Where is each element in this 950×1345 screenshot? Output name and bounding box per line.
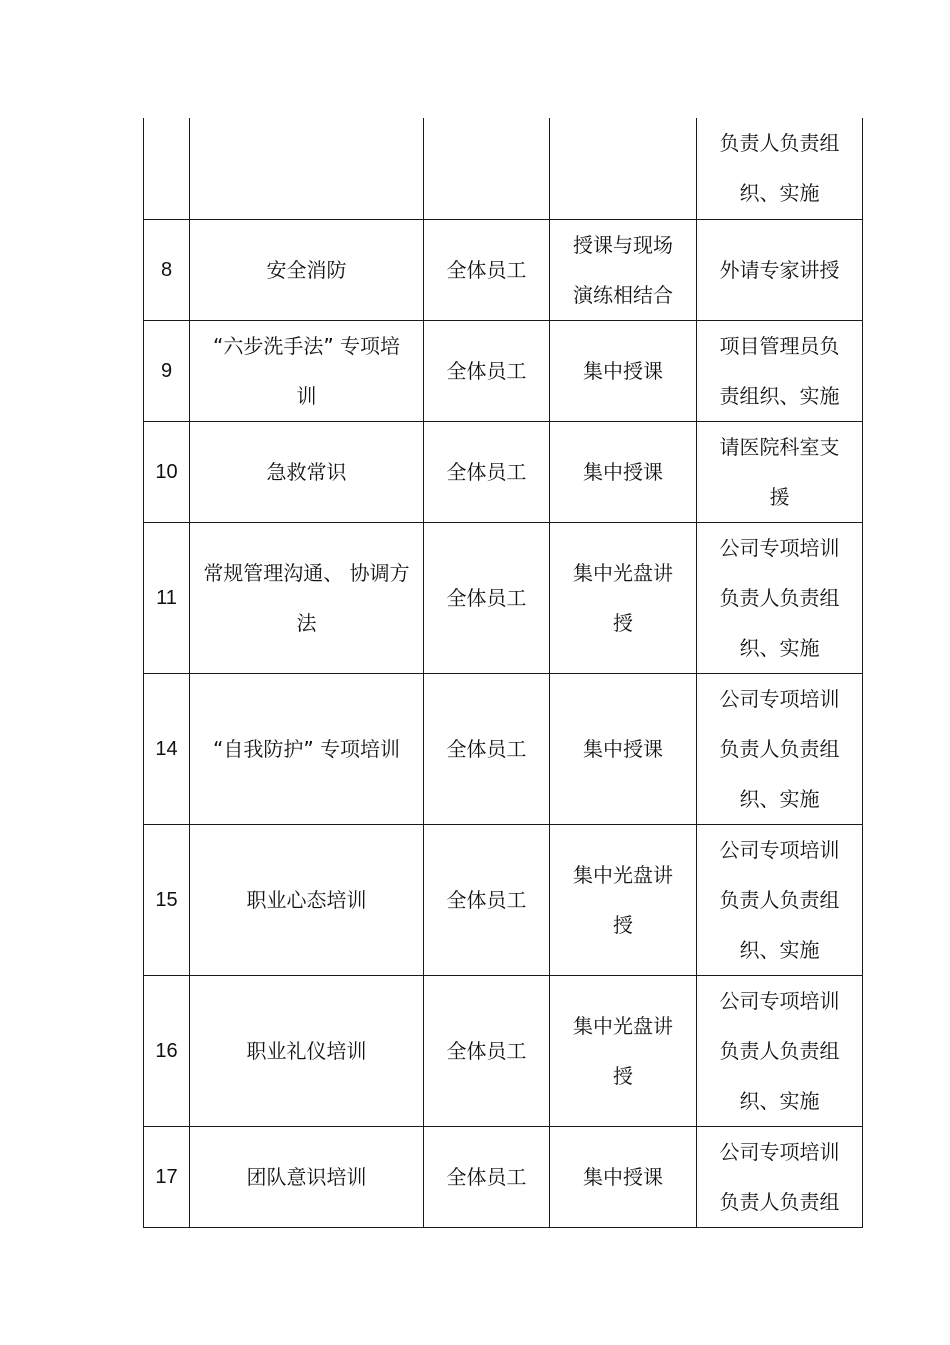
cell-org: 公司专项培训 负责人负责组 织、实施	[697, 522, 863, 673]
table-row	[144, 219, 863, 320]
cell-target: 全体员工	[424, 1126, 550, 1227]
table-row	[144, 824, 863, 975]
cell-target	[424, 118, 550, 219]
cell-no: 9	[144, 320, 190, 421]
cell-method: 集中授课	[550, 673, 697, 824]
table-row	[144, 421, 863, 522]
cell-org: 公司专项培训 负责人负责组 织、实施	[697, 673, 863, 824]
cell-target: 全体员工	[424, 522, 550, 673]
cell-name: 急救常识	[190, 421, 424, 522]
table-row	[144, 673, 863, 824]
cell-no: 10	[144, 421, 190, 522]
cell-target: 全体员工	[424, 673, 550, 824]
cell-name: “自我防护” 专项培训	[190, 673, 424, 824]
cell-no: 17	[144, 1126, 190, 1227]
cell-method: 集中授课	[550, 421, 697, 522]
cell-name: “六步洗手法” 专项培 训	[190, 320, 424, 421]
cell-name: 常规管理沟通、 协调方 法	[190, 522, 424, 673]
cell-no: 14	[144, 673, 190, 824]
cell-no	[144, 118, 190, 219]
cell-no: 11	[144, 522, 190, 673]
cell-org: 公司专项培训 负责人负责组	[697, 1126, 863, 1227]
cell-method: 授课与现场 演练相结合	[550, 219, 697, 320]
cell-org: 请医院科室支 援	[697, 421, 863, 522]
cell-method: 集中光盘讲 授	[550, 522, 697, 673]
cell-name: 团队意识培训	[190, 1126, 424, 1227]
cell-target: 全体员工	[424, 421, 550, 522]
cell-method	[550, 118, 697, 219]
cell-no: 15	[144, 824, 190, 975]
cell-target: 全体员工	[424, 219, 550, 320]
cell-org: 负责人负责组 织、实施	[697, 118, 863, 219]
cell-org: 公司专项培训 负责人负责组 织、实施	[697, 975, 863, 1126]
table-row	[144, 975, 863, 1126]
cell-method: 集中光盘讲 授	[550, 824, 697, 975]
training-plan-table	[143, 118, 863, 1228]
cell-org: 公司专项培训 负责人负责组 织、实施	[697, 824, 863, 975]
cell-method: 集中授课	[550, 1126, 697, 1227]
cell-no: 16	[144, 975, 190, 1126]
cell-method: 集中光盘讲 授	[550, 975, 697, 1126]
cell-org: 项目管理员负 责组织、实施	[697, 320, 863, 421]
cell-target: 全体员工	[424, 320, 550, 421]
table-row	[144, 118, 863, 219]
cell-name: 职业礼仪培训	[190, 975, 424, 1126]
cell-no: 8	[144, 219, 190, 320]
cell-target: 全体员工	[424, 824, 550, 975]
cell-name: 安全消防	[190, 219, 424, 320]
cell-method: 集中授课	[550, 320, 697, 421]
table-row	[144, 1126, 863, 1227]
table-row	[144, 522, 863, 673]
table-row	[144, 320, 863, 421]
cell-name: 职业心态培训	[190, 824, 424, 975]
cell-org: 外请专家讲授	[697, 219, 863, 320]
cell-target: 全体员工	[424, 975, 550, 1126]
cell-name	[190, 118, 424, 219]
